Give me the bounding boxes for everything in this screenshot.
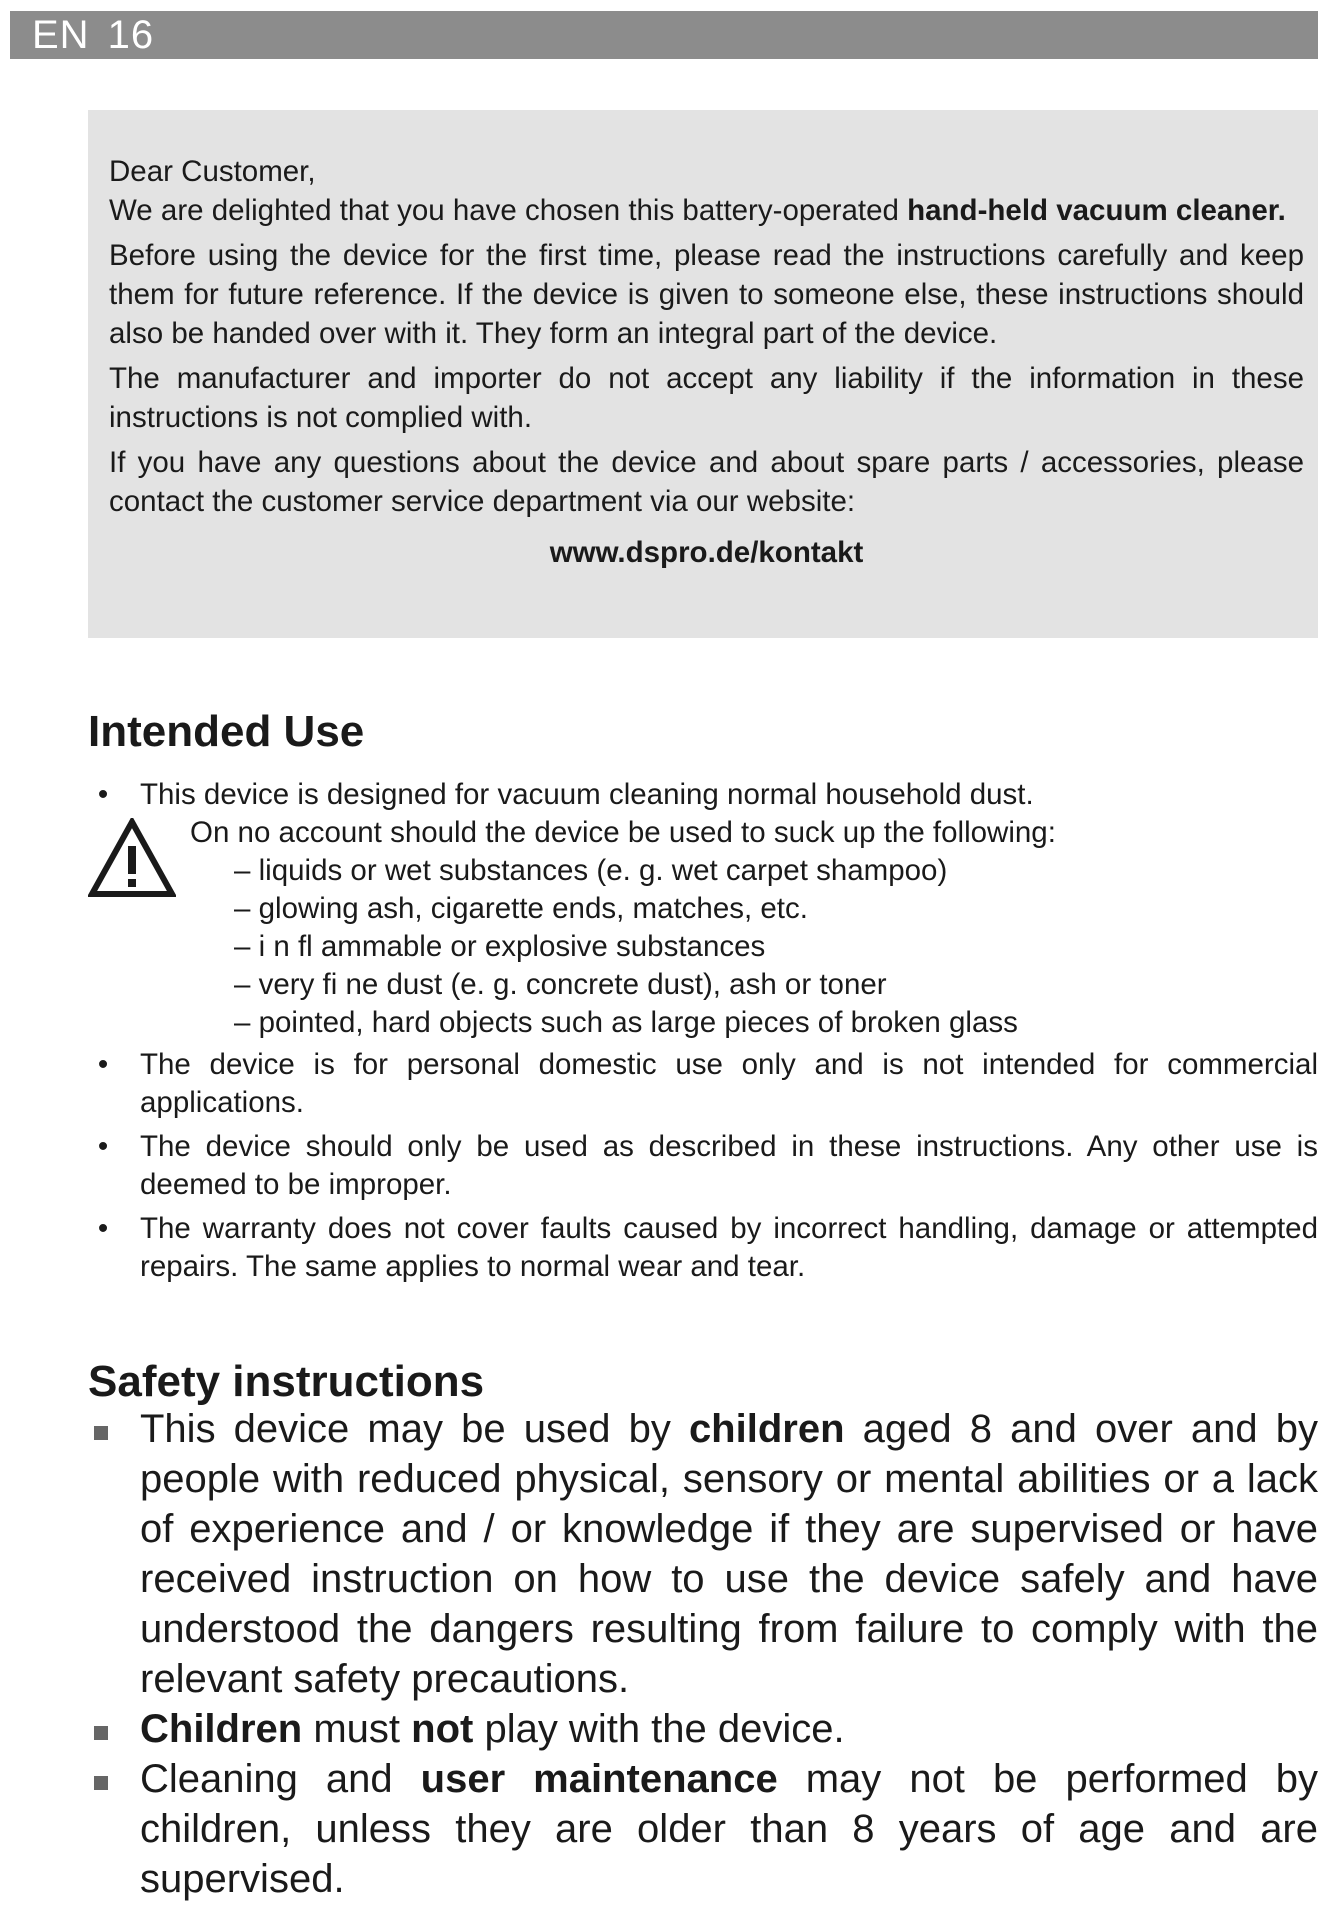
square-bullet-icon — [94, 1426, 108, 1440]
page-header-bar — [10, 11, 1318, 59]
forbidden-item: – glowing ash, cigarette ends, matches, etc. — [234, 892, 808, 925]
product-name: hand-held vacuum cleaner. — [907, 194, 1286, 227]
intro-paragraph-3: The manufacturer and importer do not accept any liability if the information in these instructions is not complied with. — [109, 362, 1304, 434]
list-item: • This device is designed for vacuum cleaning normal household dust. — [88, 776, 1318, 814]
bullet-icon: • — [97, 1212, 109, 1245]
language-code: EN — [32, 13, 90, 57]
forbidden-item: – very fi ne dust (e. g. concrete dust), ash or toner — [234, 968, 887, 1001]
bullet-icon: • — [97, 778, 109, 811]
intended-use-list — [88, 776, 1318, 1292]
website-url: www.dspro.de/kontakt — [549, 536, 864, 569]
intro-paragraph-4: If you have any questions about the device and about spare parts / accessories, please contact the customer service department via our website: — [109, 446, 1304, 518]
list-item: This device may be used by children aged 8 and over and by people with reduced physical, sensory or mental abilities or a lack of experience and / or knowledge if they are supervised or have received instruction on how to use the device safely and have understood the dangers resulting from failure to comply with the relevant safety precautions. — [88, 1404, 1318, 1704]
bullet-icon: • — [97, 1048, 109, 1081]
intro-paragraph-1: We are delighted that you have chosen this battery-operated hand-held vacuum cleaner. — [109, 194, 1286, 227]
forbidden-items — [88, 852, 1318, 1042]
intro-box — [88, 110, 1318, 638]
intended-use-heading: Intended Use — [88, 707, 365, 756]
list-item: • The device is for personal domestic use only and is not intended for commercial applications. — [88, 1046, 1318, 1122]
forbidden-item: – i n fl ammable or explosive substances — [234, 930, 766, 963]
warning-block — [88, 814, 1318, 1042]
square-bullet-icon — [94, 1776, 108, 1790]
bullet-icon: • — [97, 1130, 109, 1163]
list-item: Children must not play with the device. — [88, 1704, 1318, 1754]
warning-triangle-icon — [88, 818, 176, 898]
square-bullet-icon — [94, 1726, 108, 1740]
forbidden-item: – pointed, hard objects such as large pieces of broken glass — [234, 1006, 1018, 1039]
list-item: Cleaning and user maintenance may not be performed by children, unless they are older than 8 years of age and are supervised. — [88, 1754, 1318, 1904]
intro-greeting: Dear Customer, — [109, 155, 316, 188]
list-item: • The warranty does not cover faults caused by incorrect handling, damage or attempted repairs. The same applies to normal wear and tear. — [88, 1210, 1318, 1286]
page-number: 16 — [107, 13, 155, 57]
safety-list — [88, 1404, 1318, 1904]
warning-lead: On no account should the device be used to suck up the following: — [190, 816, 1056, 849]
intro-paragraph-2: Before using the device for the first time, please read the instructions carefully and keep them for future reference. If the device is given to someone else, these instructions should also be handed over with it. They form an integral part of the device. — [109, 239, 1304, 350]
forbidden-item: – liquids or wet substances (e. g. wet carpet shampoo) — [234, 854, 948, 887]
safety-instructions-heading: Safety instructions — [88, 1357, 485, 1406]
list-item: • The device should only be used as described in these instructions. Any other use is deemed to be improper. — [88, 1128, 1318, 1204]
